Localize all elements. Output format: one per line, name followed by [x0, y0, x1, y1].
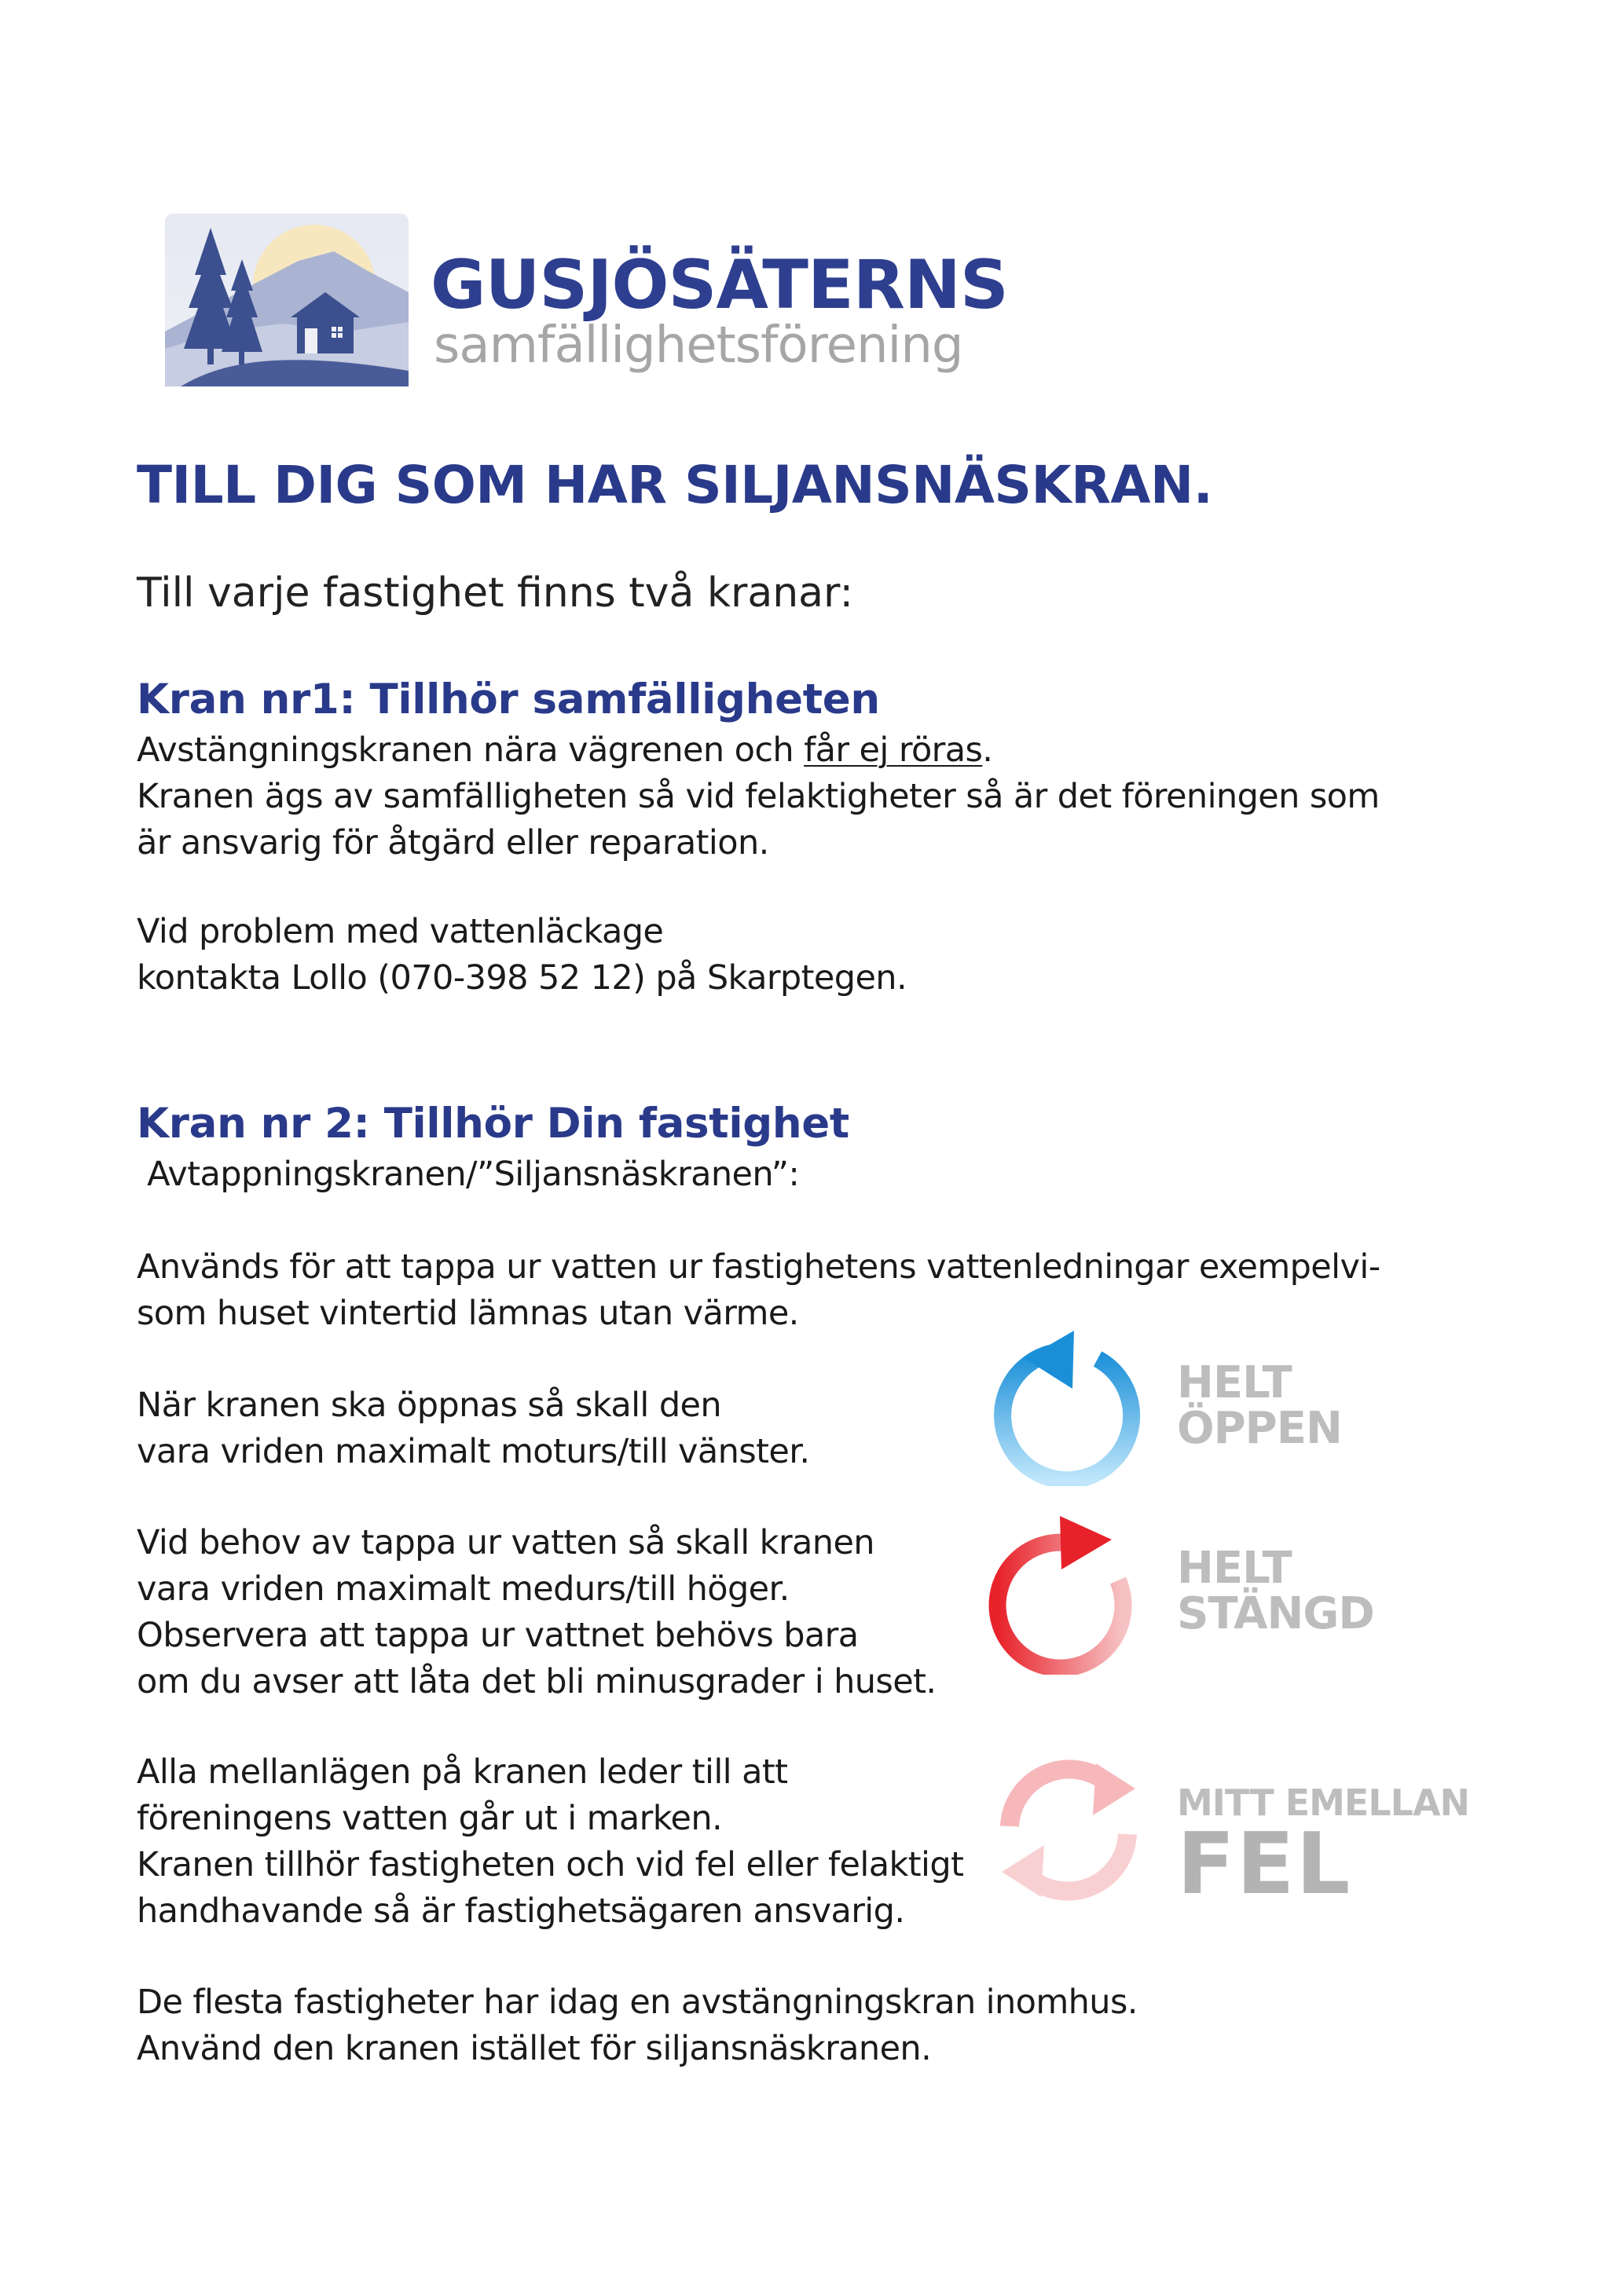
kran2-subheading: Avtappningskranen/”Siljansnäskranen”: [137, 1155, 800, 1194]
kran1-line2: Kranen ägs av samfälligheten så vid felaktigheter så är det föreningen som [137, 777, 1380, 816]
kran1-heading: Kran nr1: Tillhör samfälligheten [137, 676, 880, 723]
paragraph-line: som huset vintertid lämnas utan värme. [137, 1294, 799, 1333]
paragraph-line: föreningens vatten går ut i marken. [137, 1799, 723, 1838]
kran2-paragraph-indoor [137, 1979, 1138, 2072]
circular-arrows-icon [978, 1740, 1159, 1921]
kran2-paragraph-purpose [137, 1244, 1380, 1337]
middle-label: MITT EMELLAN [1177, 1782, 1470, 1824]
org-name: GUSJÖSÄTERNS [431, 246, 1008, 324]
open-label-line2: ÖPPEN [1177, 1403, 1342, 1454]
kran2-heading: Kran nr 2: Tillhör Din fastighet [137, 1100, 849, 1148]
wrong-label: FEL [1177, 1815, 1352, 1913]
clockwise-arrow-icon [978, 1502, 1151, 1675]
kran1-contact-line1: Vid problem med vattenläckage [137, 912, 664, 951]
paragraph-line: handhavande så är fastighetsägaren ansvarig. [137, 1891, 905, 1931]
closed-label [1177, 1543, 1374, 1639]
kran2-paragraph-open [137, 1382, 809, 1475]
kran1-line1-underlined: får ej röras [804, 731, 983, 770]
closed-label-line1: HELT [1177, 1543, 1292, 1594]
intro-text: Till varje fastighet finns två kranar: [137, 569, 854, 617]
kran2-paragraph-drain [137, 1520, 936, 1705]
kran1-description [137, 727, 1380, 866]
closed-label-line2: STÄNGD [1177, 1588, 1374, 1639]
paragraph-line: Använd den kranen istället för siljansnäskranen. [137, 2029, 932, 2068]
kran1-line3: är ansvarig för åtgärd eller reparation. [137, 823, 769, 862]
paragraph-line: Används för att tappa ur vatten ur fastighetens vattenledningar exempelvi- [137, 1247, 1380, 1287]
open-label-line1: HELT [1177, 1357, 1292, 1408]
paragraph-line: Alla mellanlägen på kranen leder till att [137, 1752, 788, 1792]
paragraph-line: Vid behov av tappa ur vatten så skall kranen [137, 1523, 874, 1562]
paragraph-line: Kranen tillhör fastigheten och vid fel eller felaktigt [137, 1845, 964, 1884]
paragraph-line: om du avser att låta det bli minusgrader i huset. [137, 1662, 937, 1701]
kran1-contact-line2: kontakta Lollo (070-398 52 12) på Skarptegen. [137, 958, 907, 998]
kran1-line1-pre: Avstängningskranen nära vägrenen och [137, 731, 805, 770]
paragraph-line: Observera att tappa ur vattnet behövs bara [137, 1616, 859, 1655]
kran1-contact [137, 909, 907, 1002]
page-title: TILL DIG SOM HAR SILJANSNÄSKRAN. [137, 455, 1213, 515]
paragraph-line: De flesta fastigheter har idag en avstängningskran inomhus. [137, 1983, 1138, 2022]
paragraph-line: När kranen ska öppnas så skall den [137, 1386, 722, 1425]
counterclockwise-arrow-icon [978, 1313, 1151, 1486]
paragraph-line: vara vriden maximalt medurs/till höger. [137, 1569, 790, 1609]
kran2-paragraph-intermediate [137, 1749, 963, 1935]
org-subtitle: samfällighetsförening [434, 317, 963, 375]
logo-landscape-icon [165, 214, 409, 386]
paragraph-line: vara vriden maximalt moturs/till vänster. [137, 1432, 810, 1471]
kran1-line1-post: . [982, 731, 993, 770]
open-label [1177, 1357, 1342, 1454]
